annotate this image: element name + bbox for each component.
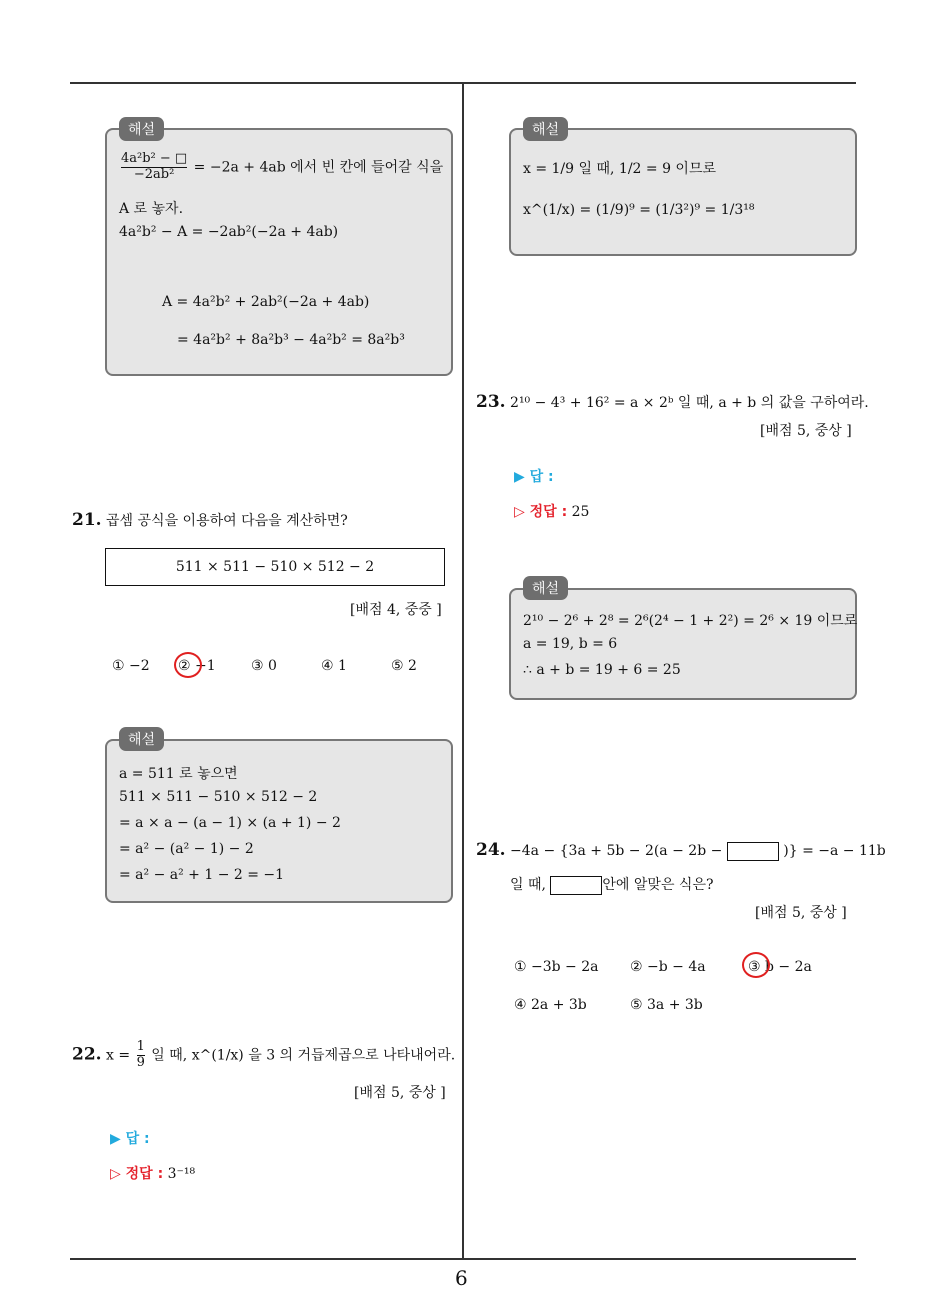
question-number: 24.	[476, 840, 506, 860]
solution-line: a = 511 로 놓으면	[119, 766, 238, 782]
points-label: [배점 5, 중상 ]	[755, 905, 847, 921]
solution-line-2: A 로 놓자.	[119, 201, 184, 217]
solution-line-4: A = 4a²b² + 2ab²(−2a + 4ab)	[162, 294, 370, 310]
solution-line: a = 19, b = 6	[523, 636, 618, 652]
choice-4[interactable]: ④ 1	[321, 658, 347, 674]
solution-box-20	[105, 128, 453, 376]
solution-line-1: x = 1/9 일 때, 1/2 = 9 이므로	[523, 161, 716, 177]
solution-line-5: = 4a²b² + 8a²b³ − 4a²b² = 8a²b³	[177, 332, 405, 348]
choice-3[interactable]: ③ b − 2a	[748, 959, 812, 975]
choice-1[interactable]: ① −2	[112, 658, 150, 674]
solution-line-1: $\frac{\text{4a²b² − □}}{\text{−2ab²}}$ = −2a + 4ab 에서 빈 칸에 들어갈 식을	[121, 151, 444, 182]
choice-5[interactable]: ⑤ 3a + 3b	[630, 997, 703, 1013]
fraction: $\frac{1}{9}$	[136, 1039, 145, 1070]
choice-4[interactable]: ④ 2a + 3b	[514, 997, 587, 1013]
bottom-rule	[70, 1258, 856, 1260]
correct-answer: ▷ 정답 : 25	[514, 504, 590, 520]
solution-tag: 해설	[523, 117, 568, 141]
choice-5[interactable]: ⑤ 2	[391, 658, 417, 674]
solution-line: = a² − (a² − 1) − 2	[119, 841, 254, 857]
question-text: 2¹⁰ − 4³ + 16² = a × 2ᵇ 일 때, a + b 의 값을 구하여라.	[510, 395, 869, 411]
points-label: [배점 5, 중상 ]	[354, 1085, 446, 1101]
choice-2[interactable]: ② −b − 4a	[630, 959, 706, 975]
solution-box-22	[509, 128, 857, 256]
blank-box	[727, 842, 779, 861]
choice-2[interactable]: ② −1	[178, 658, 216, 674]
selected-answer-circle	[742, 952, 770, 978]
solution-box-23	[509, 588, 857, 700]
answer-field-label[interactable]: ▶ 답 :	[110, 1131, 150, 1147]
question-24-line2: 일 때, 안에 알맞은 식은?	[510, 877, 714, 893]
question-number: 22.	[72, 1044, 102, 1065]
expression-box: 511 × 511 − 510 × 512 − 2	[105, 548, 445, 586]
choice-3[interactable]: ③ 0	[251, 658, 277, 674]
selected-answer-circle	[174, 652, 202, 678]
solution-tag: 해설	[119, 727, 164, 751]
question-text: 일 때, x^(1/x) 을 3 의 거듭제곱으로 나타내어라.	[151, 1047, 456, 1064]
column-divider	[462, 84, 464, 1259]
answer-field-label[interactable]: ▶ 답 :	[514, 469, 554, 485]
question-number: 23.	[476, 392, 506, 412]
solution-line: 511 × 511 − 510 × 512 − 2	[119, 789, 318, 805]
points-label: [배점 4, 중중 ]	[350, 602, 442, 618]
question-text: 곱셈 공식을 이용하여 다음을 계산하면?	[106, 513, 348, 529]
page-number: 6	[455, 1266, 468, 1290]
question-21	[72, 510, 348, 530]
solution-box-21	[105, 739, 453, 903]
solution-line-3: 4a²b² − A = −2ab²(−2a + 4ab)	[119, 224, 339, 240]
points-label: [배점 5, 중상 ]	[760, 423, 852, 439]
solution-line: = a × a − (a − 1) × (a + 1) − 2	[119, 815, 341, 831]
solution-line-2: x^(1/x) = (1/9)⁹ = (1/3²)⁹ = 1/3¹⁸	[523, 202, 755, 218]
blank-box	[550, 876, 602, 895]
solution-line: 2¹⁰ − 2⁶ + 2⁸ = 2⁶(2⁴ − 1 + 2²) = 2⁶ × 19 이므로	[523, 613, 858, 629]
choice-1[interactable]: ① −3b − 2a	[514, 959, 599, 975]
question-24: 24. −4a − {3a + 5b − 2(a − 2b − )} = −a − 11b	[476, 840, 886, 860]
question-23	[476, 392, 869, 412]
fraction: $\frac{\text{4a²b² − □}}{\text{−2ab²}}$	[121, 151, 188, 182]
solution-line: = a² − a² + 1 − 2 = −1	[119, 867, 285, 883]
correct-answer: ▷ 정답 : 3⁻¹⁸	[110, 1166, 196, 1182]
solution-tag: 해설	[523, 576, 568, 600]
solution-tag: 해설	[119, 117, 164, 141]
solution-line: ∴ a + b = 19 + 6 = 25	[523, 662, 681, 678]
question-number: 21.	[72, 510, 102, 530]
question-22: 22. x = $\frac{1}{9}$ 일 때, x^(1/x) 을 3 의 거듭제곱으로 나타내어라.	[72, 1039, 456, 1070]
